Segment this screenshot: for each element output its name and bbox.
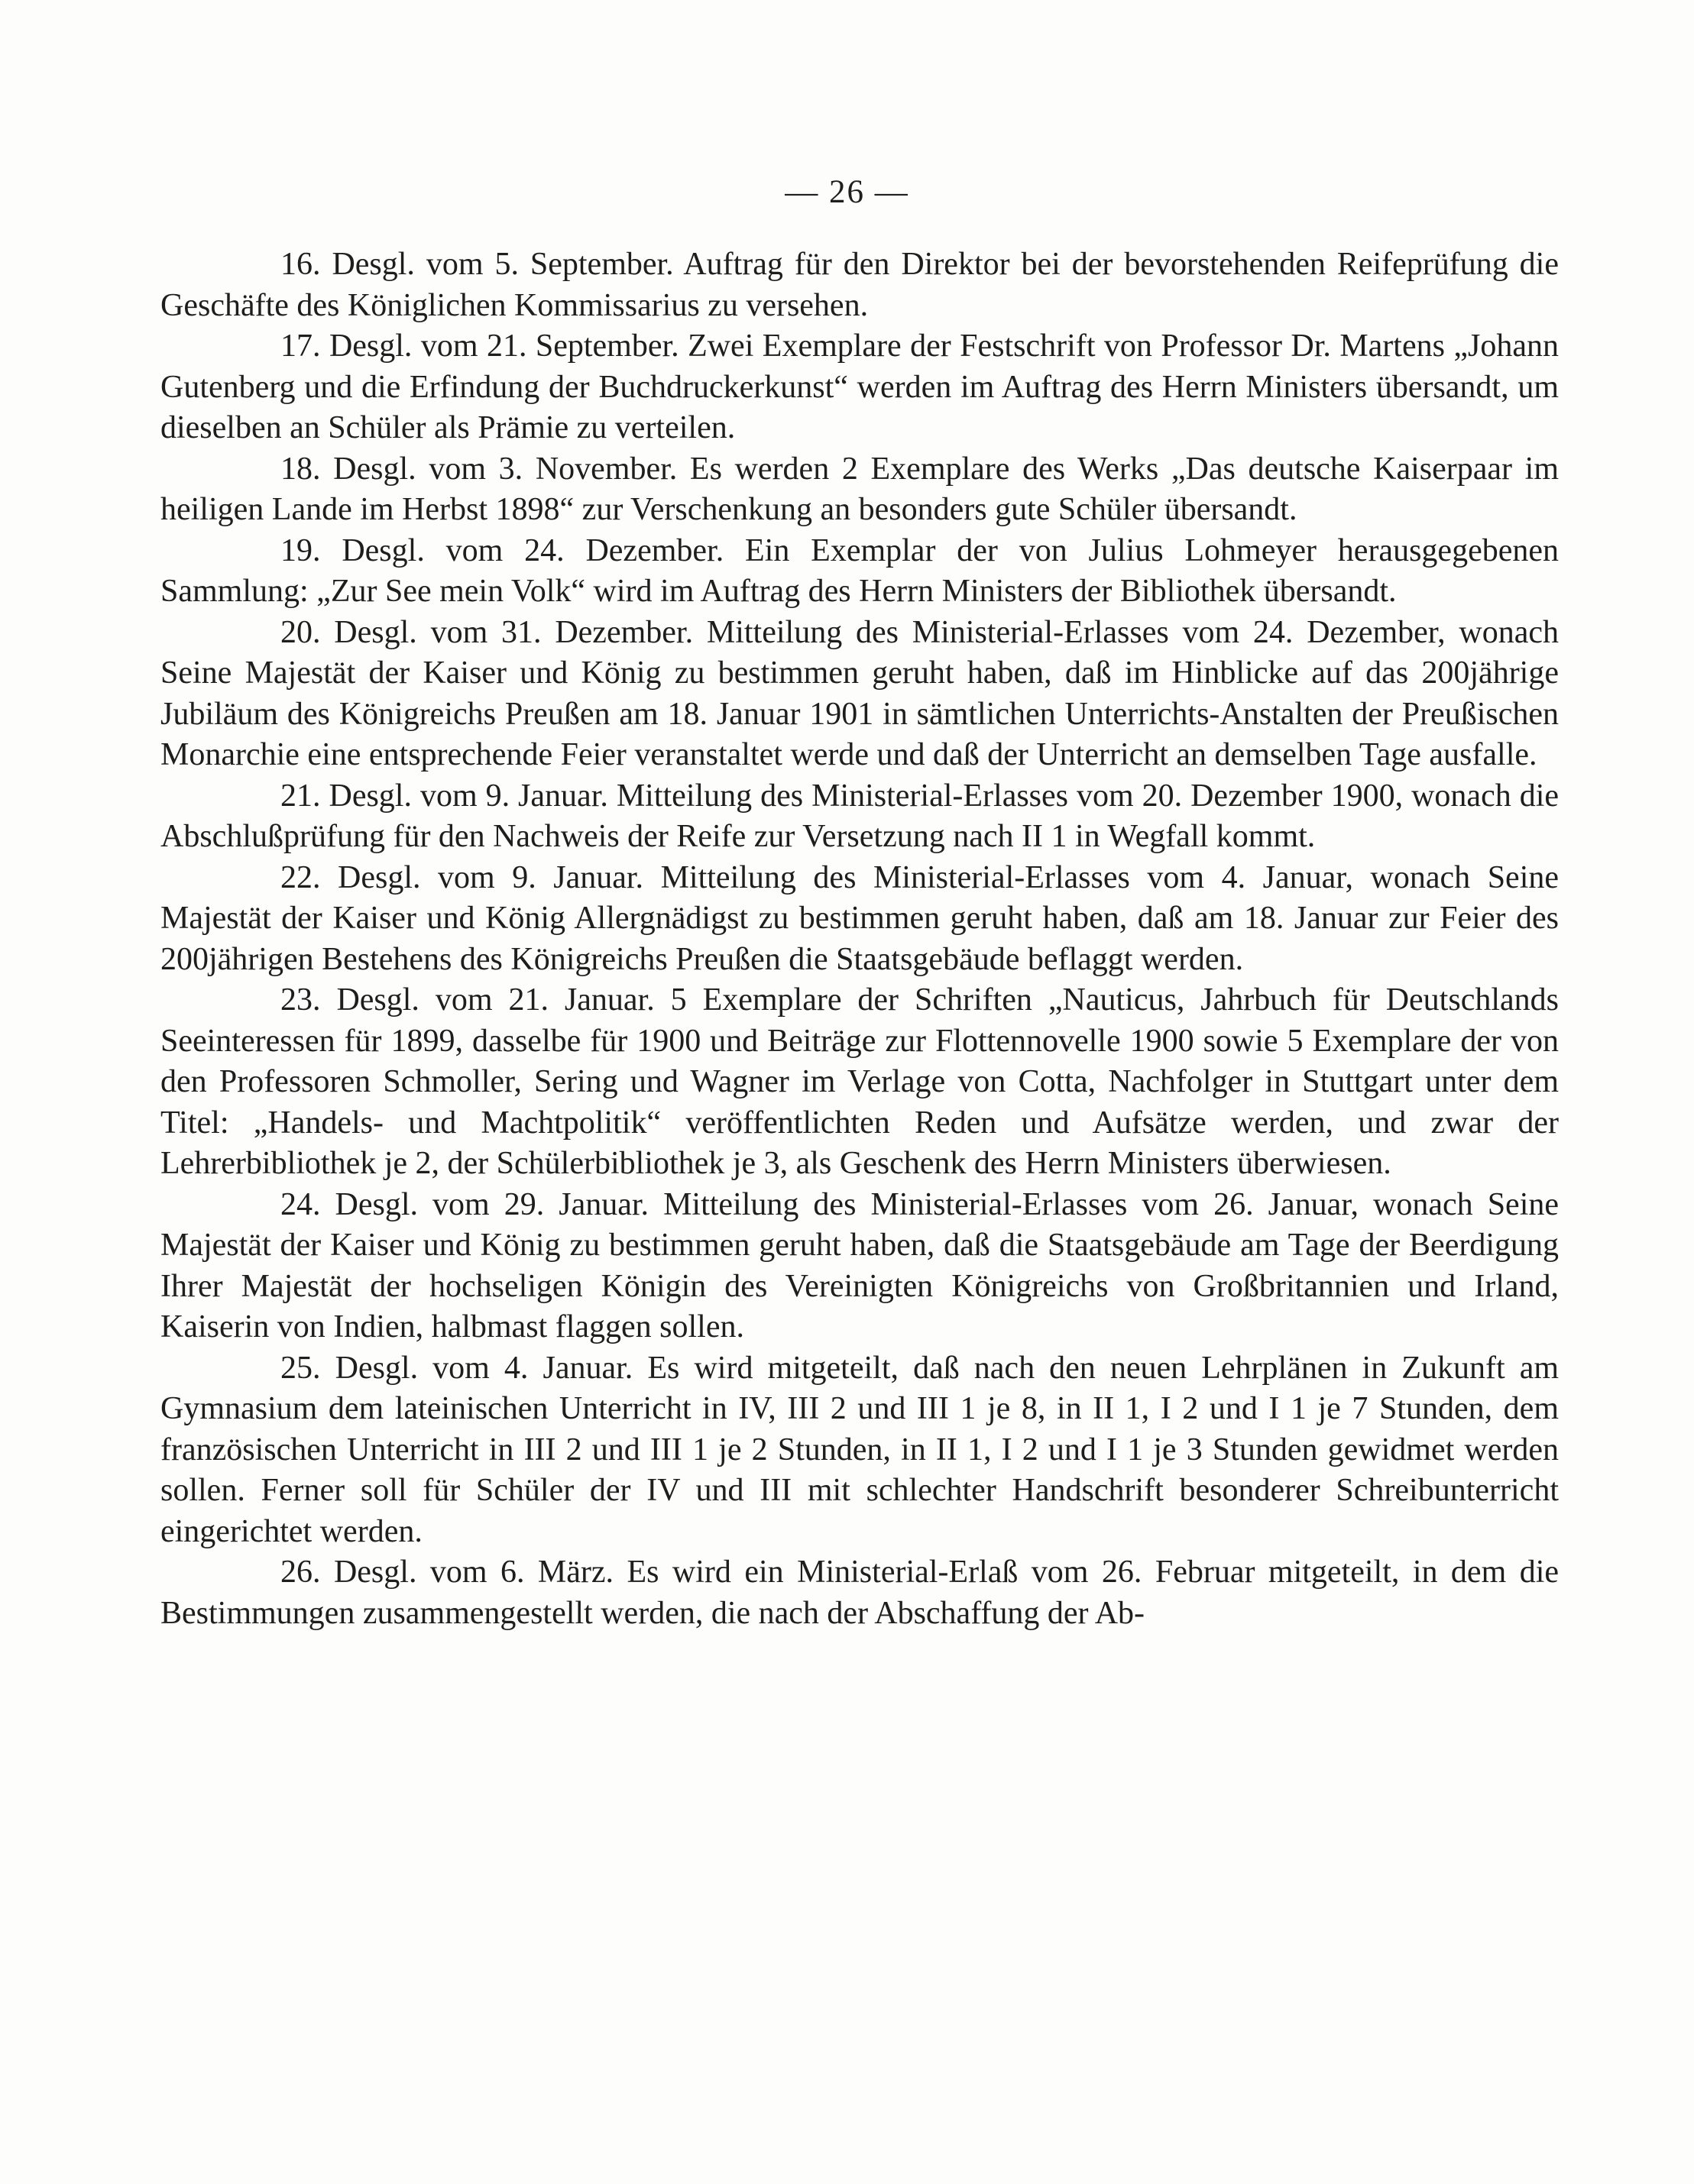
page-number: — 26 — — [785, 174, 909, 210]
entry-text: Desgl. vom 5. September. Auftrag für den Direktor bei der bevorstehenden Reifeprüfung die Geschäfte des Königlichen Kommissarius zu versehen. — [160, 247, 1559, 323]
entry-number: 22. — [280, 859, 321, 895]
entry-text: Desgl. vom 29. Januar. Mitteilung des Ministerial-Erlasses vom 26. Januar, wonach Seine Majestät der Kaiser und König zu bestimmen geruht haben, daß die Staatsgebäude am Tage der Beerdigung Ihrer Majestät der hochseligen Königin des Vereinigten Königreichs von Großbritannien und Irland, Kaiserin von Indien, halbmast flaggen sollen. — [160, 1186, 1560, 1344]
entry-text: Desgl. vom 6. März. Es wird ein Ministerial-Erlaß vom 26. Februar mitgeteilt, in dem die Bestimmungen zusammengestellt werden, die nach der Abschaffung der Ab- — [160, 1555, 1559, 1631]
entry-23 — [160, 980, 1559, 1185]
entry-text: Desgl. vom 3. November. Es werden 2 Exemplare des Werks „Das deutsche Kaiserpaar im heiligen Lande im Herbst 1898“ zur Verschenkung an besonders gute Schüler übersandt. — [160, 451, 1560, 527]
entry-number: 17. — [280, 328, 321, 364]
entry-16 — [160, 244, 1559, 326]
entry-text: Desgl. vom 4. Januar. Es wird mitgeteilt, daß nach den neuen Lehrplänen in Zukunft am Gymnasium dem lateinischen Unterricht in IV, III 2 und III 1 je 8, in II 1, I 2 und I 1 je 7 Stunden, dem französischen Unterricht in III 2 und III 1 je 2 Stunden, in II 1, I 2 und I 1 je 3 Stunden gewidmet werden sollen. Ferner soll für Schüler der IV und III mit schlechter Handschrift besonderer Schreibunterricht eingerichtet werden. — [160, 1350, 1560, 1549]
entry-25 — [160, 1348, 1559, 1553]
entry-number: 20. — [280, 614, 321, 650]
entry-text: Desgl. vom 9. Januar. Mitteilung des Ministerial-Erlasses vom 20. Dezember 1900, wonach die Abschlußprüfung für den Nachweis der Reife zur Versetzung nach II 1 in Wegfall kommt. — [160, 778, 1560, 854]
entry-21 — [160, 776, 1559, 858]
entry-number: 16. — [280, 247, 321, 282]
entry-18 — [160, 449, 1559, 531]
entry-text: Desgl. vom 9. Januar. Mitteilung des Ministerial-Erlasses vom 4. Januar, wonach Seine Majestät der Kaiser und König Allergnädigst zu bestimmen geruht haben, daß am 18. Januar zur Feier des 200jährigen Bestehens des Königreichs Preußen die Staatsgebäude beflaggt werden. — [160, 859, 1560, 977]
entry-number: 23. — [280, 982, 321, 1018]
entry-26 — [160, 1552, 1559, 1634]
entry-20 — [160, 613, 1559, 776]
entry-text: Desgl. vom 21. Januar. 5 Exemplare der Schriften „Nauticus, Jahrbuch für Deutschlands Seeinteressen für 1899, dasselbe für 1900 und Beiträge zur Flottennovelle 1900 sowie 5 Exemplare der von den Professoren Schmoller, Sering und Wagner im Verlage von Cotta, Nachfolger in Stuttgart unter dem Titel: „Handels- und Machtpolitik“ veröffentlichten Reden und Aufsätze werden, und zwar der Lehrerbibliothek je 2, der Schülerbibliothek je 3, als Geschenk des Herrn Ministers überwiesen. — [160, 982, 1559, 1181]
entry-22 — [160, 858, 1559, 981]
entry-24 — [160, 1185, 1559, 1348]
entry-17 — [160, 326, 1559, 449]
entry-number: 25. — [280, 1350, 321, 1386]
body-text — [160, 244, 1559, 1634]
entry-number: 19. — [280, 532, 321, 568]
entry-text: Desgl. vom 21. September. Zwei Exemplare der Festschrift von Professor Dr. Martens „Johann Gutenberg und die Erfindung der Buchdruckerkunst“ werden im Auftrag des Herrn Ministers übersandt, um dieselben an Schüler als Prämie zu verteilen. — [160, 328, 1560, 445]
entry-number: 24. — [280, 1186, 321, 1222]
entry-19 — [160, 531, 1559, 613]
entry-text: Desgl. vom 31. Dezember. Mitteilung des Ministerial-Erlasses vom 24. Dezember, wonach Seine Majestät der Kaiser und König zu bestimmen geruht haben, daß im Hinblicke auf das 200jährige Jubiläum des Königreichs Preußen am 18. Januar 1901 in sämtlichen Unterrichts-Anstalten der Preußischen Monarchie eine entsprechende Feier veranstaltet werde und daß der Unterricht an demselben Tage ausfalle. — [160, 614, 1560, 772]
entry-number: 21. — [280, 778, 321, 814]
entry-number: 18. — [280, 451, 321, 487]
entry-number: 26. — [280, 1555, 321, 1590]
entry-text: Desgl. vom 24. Dezember. Ein Exemplar der von Julius Lohmeyer herausgegebenen Sammlung: „Zur See mein Volk“ wird im Auftrag des Herrn Ministers der Bibliothek übersandt. — [160, 532, 1559, 609]
